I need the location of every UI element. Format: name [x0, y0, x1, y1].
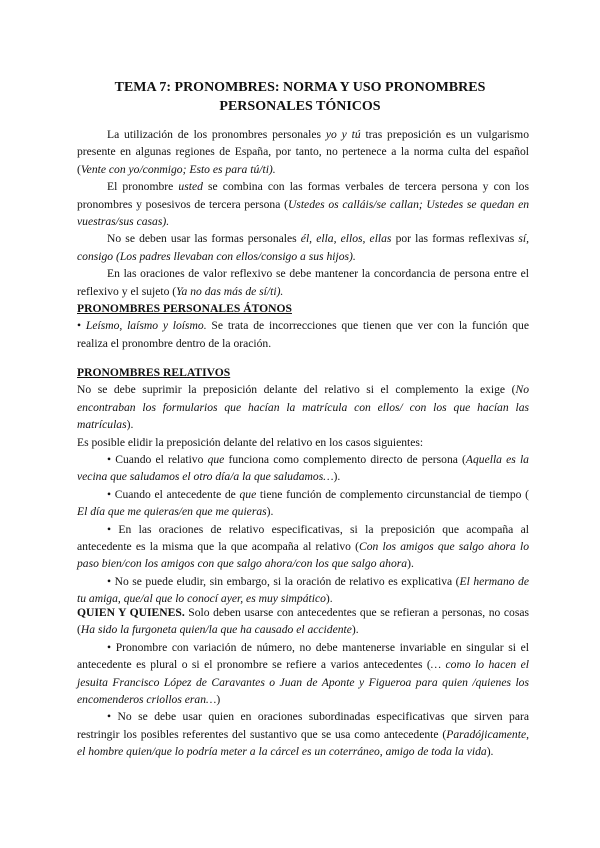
atonos-bullet: • Leísmo, laísmo y loísmo. Se trata de incorrecciones que tienen que ver con la función que realiza el pronombre dentro de la oración. [77, 319, 529, 350]
intro-paragraph-1: La utilización de los pronombres personales yo y tú tras preposición es un vulgarismo presente en algunas regiones de España, por tanto, no pertenece a la norma culta del español (Vente con yo/conmigo; Esto es para tú/ti). [77, 128, 529, 176]
relativos-bullet-2: • Cuando el antecedente de que tiene función de complemento circunstancial de tiempo ( El día que me quieras/en que me quieras). [77, 487, 529, 519]
quien-bullet-1: • Pronombre con variación de número, no debe mantenerse invariable en singular si el antecedente es plural o si el pronombre se refiere a varios antecedentes (… como lo hacen el jesuita Francisco López de Caravantes o Juan de Aponte y Figueroa para quien /quienes los encomenderos criollos eran…) [77, 640, 529, 707]
relativos-bullet-4: • No se puede eludir, sin embargo, si la oración de relativo es explicativa (El hermano de tu amiga, que/al que lo conocí ayer, es muy simpático). [77, 574, 529, 606]
intro-section [77, 126, 529, 300]
quien-bullet-2: • No se debe usar quien en oraciones subordinadas especificativas que sirven para restringir los posibles referentes del sustantivo que se usa como antecedente (Paradójicamente, el hombre quien/que lo podría meter a la cárcel es un coterráneo, amigo de toda la vida). [77, 710, 529, 759]
intro-paragraph-3: No se deben usar las formas personales él, ella, ellos, ellas por las formas reflexivas sí, consigo (Los padres llevaban con ellos/consigo a sus hijos). [77, 232, 530, 263]
relativos-section [77, 364, 529, 608]
relativos-bullet-1: • Cuando el relativo que funciona como complemento directo de persona (Aquella es la vecina que saludamos el otro día/a la que saludamos…). [77, 453, 529, 484]
intro-paragraph-4: En las oraciones de valor reflexivo se debe mantener la concordancia de persona entre el reflexivo y el sujeto (Ya no das más de sí/ti). [77, 267, 529, 298]
intro-paragraph-2: El pronombre usted se combina con las formas verbales de tercera persona y con los pronombres y posesivos de tercera persona (Ustedes os calláis/se callan; Ustedes se quedan en vuestras/sus casas). [77, 180, 530, 229]
title-line-1: TEMA 7: PRONOMBRES: NORMA Y USO PRONOMBRES [114, 80, 486, 95]
title-line-2: PERSONALES TÓNICOS [219, 99, 381, 114]
atonos-heading: PRONOMBRES PERSONALES ÁTONOS [77, 302, 292, 315]
relativos-paragraph-2: Es posible elidir la preposición delante del relativo en los casos siguientes: [77, 435, 424, 449]
atonos-section [77, 300, 529, 352]
quien-paragraph-1: QUIEN Y QUIENES. Solo deben usarse con antecedentes que se refieran a personas, no cosas (Ha sido la furgoneta quien/la que ha causado el accidente). [77, 606, 529, 637]
page-title [60, 78, 540, 116]
relativos-heading: PRONOMBRES RELATIVOS [77, 366, 231, 379]
relativos-paragraph-1: No se debe suprimir la preposición delante del relativo si el complemento la exige (No encontraban los formularios que hacían la matrícula con ellos/ con los que hacían las matrículas). [77, 383, 529, 432]
quien-section [77, 604, 529, 761]
relativos-bullet-3: • En las oraciones de relativo especificativas, si la preposición que acompaña al antecedente es la misma que la que acompaña al relativo (Con los amigos que salgo ahora lo paso bien/con los amigos con que salgo ahora/con los que salgo ahora). [77, 522, 530, 571]
quien-heading: QUIEN Y QUIENES. [77, 606, 185, 619]
